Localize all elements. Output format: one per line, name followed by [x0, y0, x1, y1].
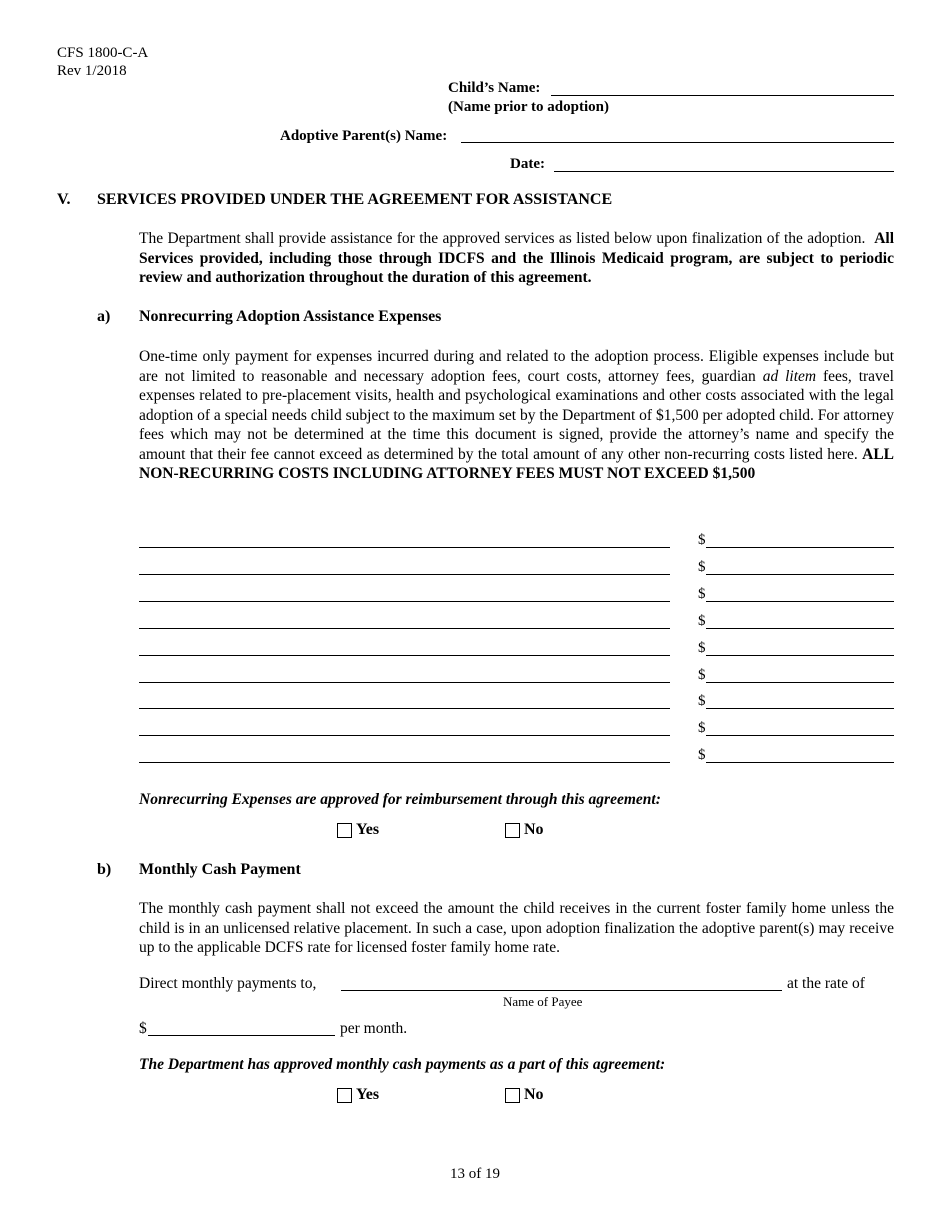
monthly-amount-field[interactable] — [148, 1035, 335, 1036]
expense-description-field[interactable] — [139, 735, 670, 736]
expense-description-field[interactable] — [139, 762, 670, 763]
section-number: V. — [57, 191, 71, 208]
expense-description-field[interactable] — [139, 628, 670, 629]
form-id: CFS 1800-C-A Rev 1/2018 — [57, 45, 149, 79]
part-b-letter: b) — [97, 861, 112, 878]
expense-description-field[interactable] — [139, 682, 670, 683]
expense-amount-field[interactable] — [706, 682, 894, 683]
child-name-field[interactable] — [551, 95, 894, 96]
part-a-title: Nonrecurring Adoption Assistance Expenses — [139, 308, 442, 325]
expense-amount-field[interactable] — [706, 547, 894, 548]
section-title: SERVICES PROVIDED UNDER THE AGREEMENT FOR ASSISTANCE — [97, 191, 613, 208]
expense-description-field[interactable] — [139, 601, 670, 602]
currency-symbol: $ — [698, 640, 706, 656]
expense-amount-field[interactable] — [706, 762, 894, 763]
expense-amount-field[interactable] — [706, 655, 894, 656]
checkbox-label: Yes — [356, 1086, 380, 1103]
currency-symbol: $ — [698, 667, 706, 683]
direct-payments-label: Direct monthly payments to, — [139, 975, 317, 992]
part-b-title: Monthly Cash Payment — [139, 861, 301, 878]
checkbox-box[interactable] — [337, 823, 352, 838]
currency-symbol: $ — [698, 747, 706, 763]
expense-amount-field[interactable] — [706, 735, 894, 736]
currency-symbol: $ — [698, 586, 706, 602]
part-b-paragraph: The monthly cash payment shall not exceed the amount the child receives in the current foster family home unless the child is in an unlicensed relative placement. In such a case, upon adoption finalization the adoptive parent(s) may receive up to the applicable DCFS rate for licensed foster family home rate. — [139, 900, 894, 956]
expense-description-field[interactable] — [139, 708, 670, 709]
expense-description-field[interactable] — [139, 655, 670, 656]
payee-caption: Name of Payee — [503, 994, 583, 1009]
expense-amount-field[interactable] — [706, 708, 894, 709]
currency-symbol: $ — [698, 559, 706, 575]
expense-amount-field[interactable] — [706, 628, 894, 629]
adoptive-parent-field[interactable] — [461, 142, 894, 143]
expense-description-field[interactable] — [139, 574, 670, 575]
expense-amount-field[interactable] — [706, 574, 894, 575]
rate-label: at the rate of — [787, 975, 865, 992]
nonrecurring-approval-text: Nonrecurring Expenses are approved for reimbursement through this agreement: — [139, 791, 661, 808]
section-intro: The Department shall provide assistance for the approved services as listed below upon finalization of the adoption. All Services provided, including those through IDCFS and the Illinois Medicaid program, are subject to periodic review and authorization throughout the duration of this agreement. — [139, 230, 895, 286]
date-field[interactable] — [554, 171, 894, 172]
expense-description-field[interactable] — [139, 547, 670, 548]
expense-amount-field[interactable] — [706, 601, 894, 602]
currency-symbol: $ — [698, 613, 706, 629]
monthly-yes-checkbox[interactable] — [337, 1086, 379, 1104]
date-label: Date: — [510, 156, 545, 172]
part-a-letter: a) — [97, 308, 111, 325]
monthly-no-checkbox[interactable] — [505, 1086, 544, 1104]
child-name-label: Child’s Name: — [448, 80, 541, 96]
monthly-approval-text: The Department has approved monthly cash payments as a part of this agreement: — [139, 1056, 666, 1073]
nonrecurring-yes-checkbox[interactable] — [337, 821, 379, 839]
currency-symbol: $ — [698, 720, 706, 736]
nonrecurring-no-checkbox[interactable] — [505, 821, 544, 839]
per-month-label: per month. — [340, 1020, 408, 1037]
checkbox-box[interactable] — [505, 823, 520, 838]
monthly-currency-symbol: $ — [139, 1020, 147, 1037]
payee-name-field[interactable] — [341, 990, 782, 991]
part-a-paragraph: One-time only payment for expenses incurred during and related to the adoption process. Eligible expenses include but are not limited to reasonable and necessary adoption fees, court costs, attorney fees, guardian ad litem fees, travel expenses related to pre-placement visits, health and psychological examinations and other costs associated with the legal adoption of a special needs child subject to the maximum set by the Department of $1,500 per adopted child. For attorney fees which may not be determined at the time this document is signed, provide the attorney’s name and specify the amount that their fee cannot exceed as determined by the total amount of any other non-recurring costs listed here. ALL NON-RECURRING COSTS INCLUDING ATTORNEY FEES MUST NOT EXCEED $1,500 — [139, 348, 895, 482]
child-name-note: (Name prior to adoption) — [448, 99, 609, 115]
checkbox-box[interactable] — [337, 1088, 352, 1103]
currency-symbol: $ — [698, 532, 706, 548]
checkbox-label: No — [524, 821, 544, 838]
checkbox-label: Yes — [356, 821, 380, 838]
adoptive-parent-label: Adoptive Parent(s) Name: — [280, 128, 448, 144]
checkbox-box[interactable] — [505, 1088, 520, 1103]
checkbox-label: No — [524, 1086, 544, 1103]
page-number: 13 of 19 — [450, 1166, 500, 1182]
currency-symbol: $ — [698, 693, 706, 709]
